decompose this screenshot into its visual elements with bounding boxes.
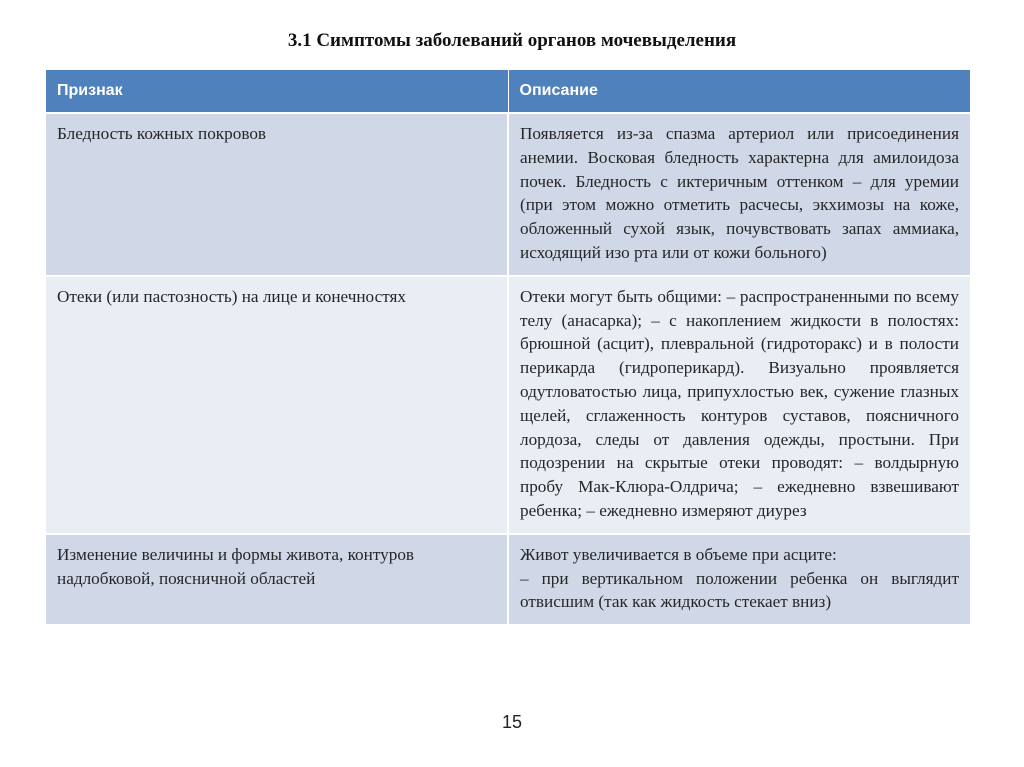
- sign-cell: Изменение величины и формы живота, контуров надлобковой, поясничной областей: [46, 534, 508, 624]
- page-number: 15: [501, 712, 523, 732]
- description-cell: Отеки могут быть общими: – распространенными по всему телу (анасарка); – с накоплением жидкости в полостях: брюшной (асцит), плевральной (гидроторакс) и в полости перикарда (гидроперикард). Визуально проявляется одутловатостью лица, припухлостью век, сужение глазных щелей, сглаженность контуров суставов, поясничного лордоза, следы от давления одежды, простыни. При подозрении на скрытые отеки проводят: – волдырную пробу Мак-Клюра-Олдрича; – ежедневно взвешивают ребенка; – ежедневно измеряют диурез: [508, 276, 970, 534]
- description-cell: [508, 534, 970, 624]
- table-row: [46, 534, 970, 624]
- description-line: – при вертикальном положении ребенка он выглядит отвисшим (так как жидкость стекает вниз): [520, 568, 959, 612]
- table-row: [46, 276, 970, 534]
- page-title: 3.1 Симптомы заболеваний органов мочевыделения: [287, 30, 737, 51]
- description-cell: Появляется из-за спазма артериол или присоединения анемии. Восковая бледность характерна для амилоидоза почек. Бледность с иктеричным оттенком – для уремии (при этом можно отметить расчесы, экхимозы на коже, обложенный сухой язык, почувствовать запах аммиака, исходящий изо рта или от кожи больного): [508, 113, 970, 276]
- column-header-description: Описание: [508, 70, 970, 113]
- table-row: [46, 113, 970, 276]
- description-line: Живот увеличивается в объеме при асците:: [520, 544, 837, 564]
- sign-cell: Отеки (или пастозность) на лице и конечностях: [46, 276, 508, 534]
- sign-cell: Бледность кожных покровов: [46, 113, 508, 276]
- column-header-sign: Признак: [46, 70, 508, 113]
- table-header-row: [46, 70, 970, 113]
- symptoms-table: [46, 70, 970, 624]
